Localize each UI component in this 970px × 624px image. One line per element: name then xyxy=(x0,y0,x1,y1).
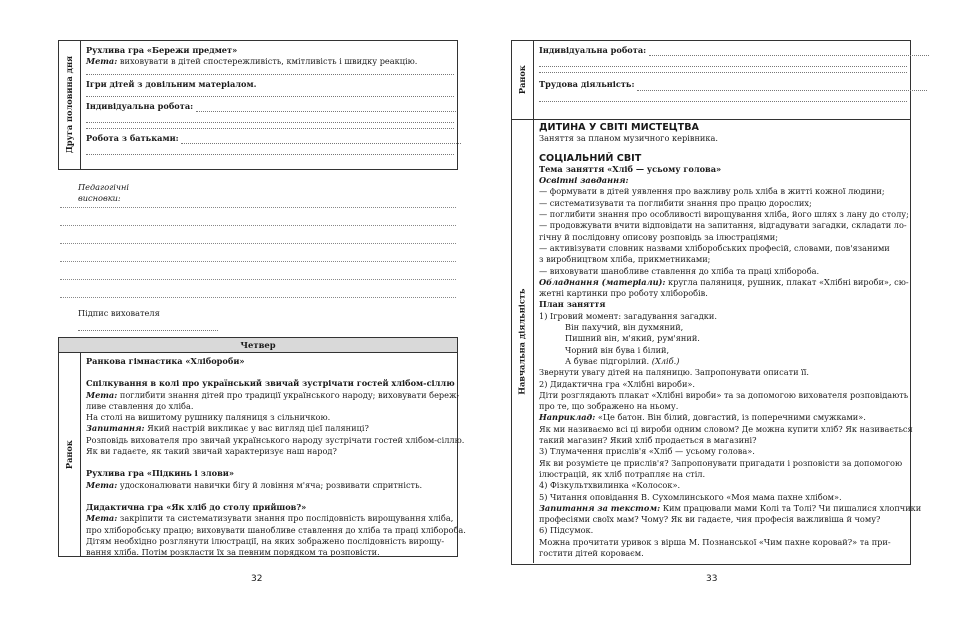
didactic-text: вання хліба. Потім розкласти їх за певним порядком та розповісти. xyxy=(86,547,380,558)
day-header: Четвер xyxy=(59,338,457,353)
plan-text: 6) Підсумок. xyxy=(539,525,594,536)
game-title: Рухлива гра «Бережи предмет» xyxy=(86,45,238,55)
didactic-title: Дидактична гра «Як хліб до столу прийшов?» xyxy=(86,501,307,512)
task-line: — продовжувати вчити відповідати на запитання, відгадувати загадки, складати ло- xyxy=(539,220,907,231)
talk-question: Запитання: Який настрій викликає у вас вигляд цієї паляниці? xyxy=(86,423,369,434)
talk-text: На столі на вишитому рушнику паляниця з сільничкою. xyxy=(86,412,331,423)
plan-text: ілюстрацій, як хліб потрапляє на стіл. xyxy=(539,468,706,479)
plan-text: 4) Фізкультхвилинка «Колосок». xyxy=(539,480,681,491)
riddle-answer: (Хліб.) xyxy=(651,355,680,366)
lesson-topic: Тема заняття «Хліб — усьому голова» xyxy=(539,163,722,174)
talk-goal-cont: ливе ставлення до хліба. xyxy=(86,400,194,411)
talk-text: Розповідь вихователя про звичай українського народу зустрічати гостей хлібом-сіллю. xyxy=(86,434,465,445)
plan-text: про те, що зображено на ньому. xyxy=(539,401,679,412)
morning-row-label: Ранок xyxy=(512,41,534,119)
signature-field: Підпис вихователя xyxy=(78,308,218,331)
conclusions-line xyxy=(60,225,456,226)
riddle-line: А буває підгорілий. (Хліб.) xyxy=(565,355,680,366)
thursday-table xyxy=(58,337,466,558)
riddle-line: Пишний він, м'який, рум'яний. xyxy=(565,333,700,344)
page-number: 33 xyxy=(706,574,718,584)
learning-content xyxy=(539,122,922,559)
gym-title: Ранкова гімнастика «Хлібороби» xyxy=(86,356,245,366)
conclusions-line xyxy=(60,243,456,244)
afternoon-content xyxy=(86,45,454,155)
riddle-line: Чорний він бува і білий, xyxy=(565,344,670,355)
plan-step: 1) Ігровий момент: загадування загадки. xyxy=(539,310,717,321)
art-title: ДИТИНА У СВІТІ МИСТЕЦТВА xyxy=(539,122,699,133)
parents-work-field: Робота з батьками: xyxy=(86,133,454,144)
talk-title: Спілкування в колі про український звичай зустрічати гостей хлібом-сіллю xyxy=(86,378,455,389)
task-line: — систематизувати та поглибити знання про працю дорослих; xyxy=(539,197,812,208)
plan-text: 3) Тлумачення прислів'я «Хліб — усьому голова». xyxy=(539,446,755,457)
task-line: гічну й послідовну описову розповідь за ілюстраціями; xyxy=(539,231,779,242)
talk-text: Як ви гадаєте, як такий звичай характеризує наш народ? xyxy=(86,446,337,457)
page-number: 32 xyxy=(251,574,263,584)
conclusions-line xyxy=(60,279,456,280)
plan-text: такий магазин? Який хліб продається в магазині? xyxy=(539,435,757,446)
text-questions-cont: професіями своїх мам? Чому? Як ви гадаєте, чия професія важливіша й чому? xyxy=(539,514,881,525)
game2-goal: Мета: удосконалювати навички бігу й ловіння м'яча; розвивати спритність. xyxy=(86,479,423,490)
equipment-cont: жетні картинки про роботу хліборобів. xyxy=(539,288,708,299)
task-line: — формувати в дітей уявлення про важливу роль хліба в житті кожної людини; xyxy=(539,186,885,197)
didactic-goal: Мета: закріпити та систематизувати знання про послідовність вирощування хліба, xyxy=(86,513,454,524)
individual-work-field: Індивідуальна робота: xyxy=(86,101,454,112)
didactic-text: Дітям необхідно розглянути ілюстрації, на яких зображено послідовність вирощу- xyxy=(86,535,445,546)
task-line: з виробництвом хліба, прикметниками; xyxy=(539,254,711,265)
afternoon-table xyxy=(58,40,458,170)
art-text: Заняття за планом музичного керівника. xyxy=(539,133,718,144)
task-line: — виховувати шанобливе ставлення до хліба та праці хлібороба. xyxy=(539,265,820,276)
conclusions-label: Педагогічні висновки: xyxy=(78,182,129,204)
conclusions-line xyxy=(60,297,456,298)
plan-text: гостити дітей короваєм. xyxy=(539,547,644,558)
morning-table xyxy=(511,40,911,120)
learning-row-label: Навчальна діяльність xyxy=(512,120,534,563)
free-games: Ігри дітей з довільним матеріалом. xyxy=(86,78,257,89)
plan-label: План заняття xyxy=(539,299,606,310)
morning-row-label: Ранок xyxy=(59,353,81,556)
plan-text: 5) Читання оповідання В. Сухомлинського «Моя мама пахне хлібом». xyxy=(539,491,842,502)
social-title: СОЦІАЛЬНИЙ СВІТ xyxy=(539,152,642,164)
example: Наприклад: «Це батон. Він білий, довгастий, із поперечними смужками». xyxy=(539,412,866,423)
plan-text: Можна прочитати уривок з вірша М. Познанської «Чим пахне коровай?» та при- xyxy=(539,536,891,547)
game-goal: Мета: виховувати в дітей спостережливість, кмітливість і швидку реакцію. xyxy=(86,56,418,67)
tasks-label: Освітні завдання: xyxy=(539,175,629,186)
plan-text: Діти розглядають плакат «Хлібні вироби» та за допомогою вихователя розповідають xyxy=(539,389,909,400)
plan-text: Як ви розумієте це прислів'я? Запропонувати пригадати і розповісти за допомогою xyxy=(539,457,903,468)
text-questions: Запитання за текстом: Ким працювали мами Колі та Толі? Чи пишалися хлопчики xyxy=(539,502,922,513)
thursday-content xyxy=(86,356,466,558)
riddle-line: Він пахучий, він духмяний, xyxy=(565,322,684,333)
plan-text: 2) Дидактична гра «Хлібні вироби». xyxy=(539,378,696,389)
didactic-text: про хліборобську працю; виховувати шанобливе ставлення до хліба та праці хлібороба. xyxy=(86,524,466,535)
conclusions-line xyxy=(60,207,456,208)
plan-text: Звернути увагу дітей на паляницю. Запропонувати описати її. xyxy=(539,367,810,378)
individual-work-field: Індивідуальна робота: xyxy=(539,45,907,56)
task-line: — поглибити знання про особливості вирощування хліба, його шлях з лану до столу; xyxy=(539,209,909,220)
learning-table xyxy=(511,120,922,565)
game2-title: Рухлива гра «Підкинь і злови» xyxy=(86,468,234,479)
conclusions-line xyxy=(60,261,456,262)
labor-field: Трудова діяльність: xyxy=(539,79,907,90)
plan-text: Як ми називаємо всі ці вироби одним словом? Де можна купити хліб? Як називається xyxy=(539,423,913,434)
equipment: Обладнання (матеріали): кругла паляниця, рушник, плакат «Хлібні вироби», сю- xyxy=(539,276,909,287)
talk-goal: Мета: поглибити знання дітей про традиції українського народу; виховувати береж- xyxy=(86,389,460,400)
morning-content xyxy=(539,45,907,102)
afternoon-row-label: Друга половина дня xyxy=(59,41,81,169)
task-line: — активізувати словник назвами хліборобських професій, словами, пов'язаними xyxy=(539,242,890,253)
